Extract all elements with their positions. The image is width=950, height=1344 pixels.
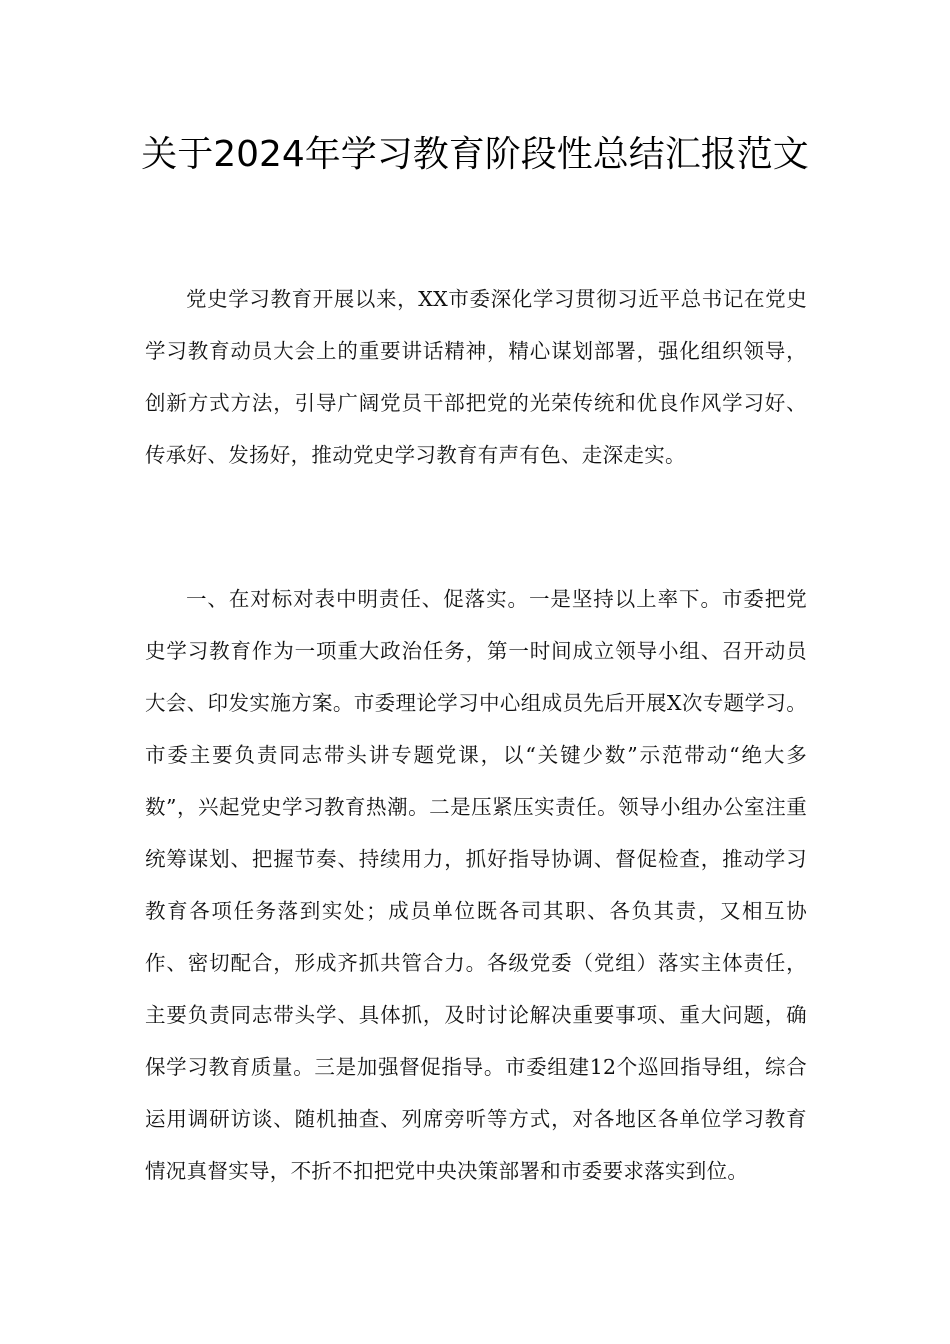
- document-title: 关于2024年学习教育阶段性总结汇报范文: [141, 134, 809, 175]
- section-one-paragraph: 一、在对标对表中明责任、促落实。一是坚持以上率下。市委把党史学习教育作为一项重大政治任务，第一时间成立领导小组、召开动员大会、印发实施方案。市委理论学习中心组成员先后开展X次专题学习。市委主要负责同志带头讲专题党课，以“关键少数”示范带动“绝大多数”，兴起党史学习教育热潮。二是压紧压实责任。领导小组办公室注重统筹谋划、把握节奏、持续用力，抓好指导协调、督促检查，推动学习教育各项任务落到实处；成员单位既各司其职、各负其责，又相互协作、密切配合，形成齐抓共管合力。各级党委（党组）落实主体责任，主要负责同志带头学、具体抓，及时讨论解决重要事项、重大问题，确保学习教育质量。三是加强督促指导。市委组建12个巡回指导组，综合运用调研访谈、随机抽查、列席旁听等方式，对各地区各单位学习教育情况真督实导，不折不扣把党中央决策部署和市委要求落实到位。: [145, 587, 807, 1183]
- intro-paragraph: 党史学习教育开展以来，XX市委深化学习贯彻习近平总书记在党史学习教育动员大会上的重要讲话精神，精心谋划部署，强化组织领导，创新方式方法，引导广阔党员干部把党的光荣传统和优良作风学习好、传承好、发扬好，推动党史学习教育有声有色、走深走实。: [145, 287, 807, 467]
